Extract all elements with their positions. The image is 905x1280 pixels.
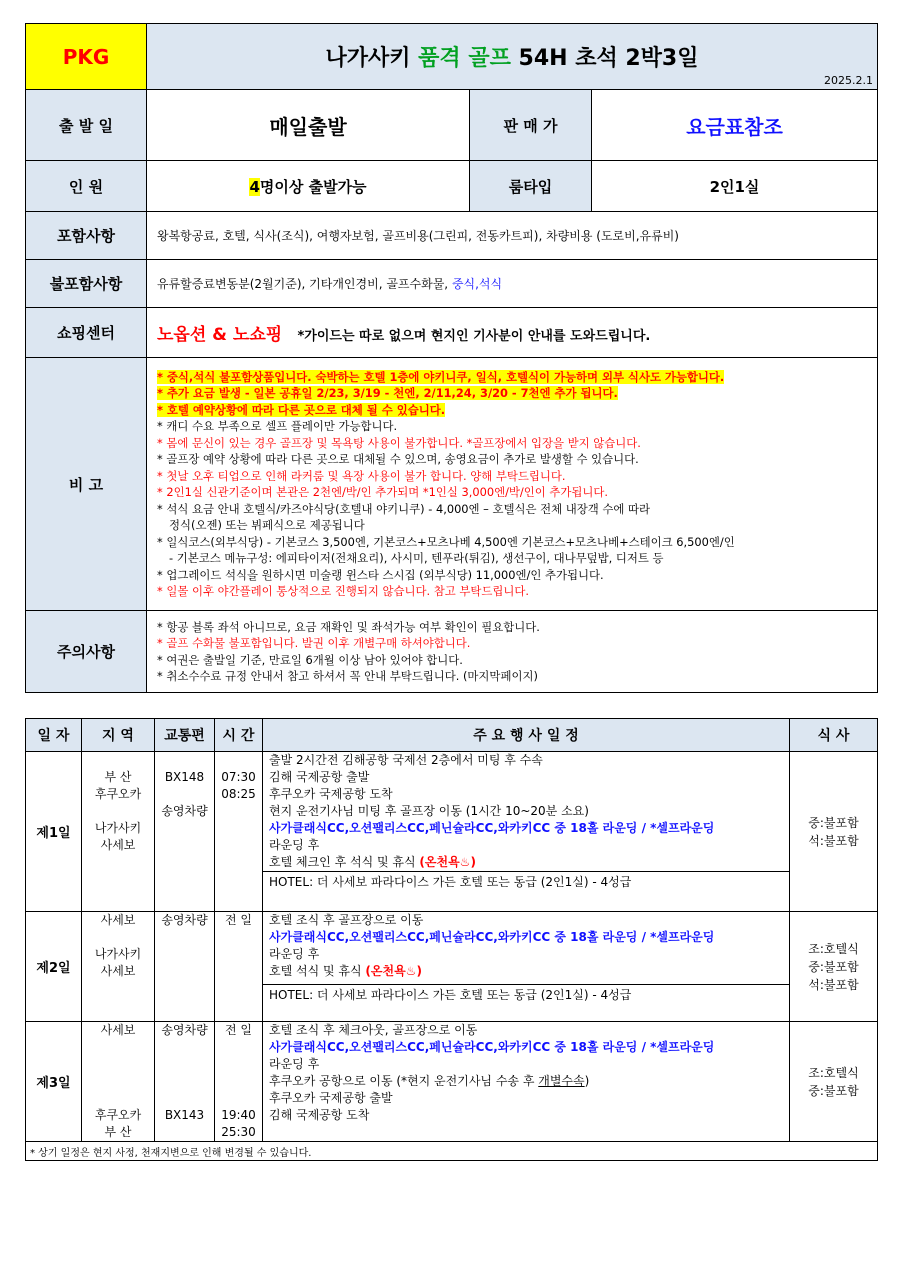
time: 19:40 — [221, 1108, 256, 1122]
remark-line: * 캐디 수요 부족으로 셀프 플레이만 가능합니다. — [157, 419, 398, 433]
people-label: 인 원 — [26, 161, 147, 212]
day-2-transport: 송영차량 — [155, 912, 215, 1022]
remarks-label: 비 고 — [26, 358, 147, 611]
remark-line: 정식(오젠) 또는 뷔페식으로 제공됩니다 — [169, 518, 365, 532]
include-value: 왕복항공료, 호텔, 식사(조식), 여행자보험, 골프비용(그린피, 전동카트피), 차량비용 (도로비,유류비) — [147, 212, 878, 260]
time: 25:30 — [221, 1125, 256, 1139]
meal: 조:호텔식 — [808, 1065, 859, 1080]
exclude-label: 불포함사항 — [26, 260, 147, 308]
departure-label: 출 발 일 — [26, 90, 147, 161]
price-value: 요금표참조 — [592, 90, 878, 161]
day-3-times — [215, 1022, 263, 1142]
program-line: 출발 2시간전 김해공항 국제선 2층에서 미팅 후 수속 — [269, 753, 543, 767]
people-value — [147, 161, 470, 212]
header-day: 일 자 — [26, 719, 82, 752]
title-city: 나가사키 — [325, 46, 411, 71]
meal: 석:불포함 — [808, 977, 859, 992]
day-3-program — [263, 1022, 790, 1142]
program-line: 호텔 조식 후 체크아웃, 골프장으로 이동 — [269, 1023, 478, 1037]
footnote: * 상기 일정은 현지 사정, 천재지변으로 인해 변경될 수 있습니다. — [26, 1142, 878, 1161]
remark-line: * 석식 요금 안내 호텔식/카즈야식당(호텔내 야키니쿠) - 4,000엔 – 호텔식은 전체 내장객 수에 따라 — [157, 501, 651, 516]
program-line: 현지 운전기사님 미팅 후 골프장 이동 (1시간 10~20분 소요) — [269, 804, 589, 818]
program-line: 김해 국제공항 출발 — [269, 770, 370, 784]
day-2-time: 전 일 — [215, 912, 263, 1022]
shop-value — [147, 308, 878, 358]
day-1-times — [215, 752, 263, 912]
meal: 석:불포함 — [808, 833, 859, 848]
remark-line: * 호텔 예약상황에 따라 다른 곳으로 대체 될 수 있습니다. — [157, 402, 446, 417]
program-line: 호텔 조식 후 골프장으로 이동 — [269, 913, 424, 927]
exclude-value — [147, 260, 878, 308]
day-1-regions — [82, 752, 155, 912]
region: 사세보 — [100, 1023, 136, 1037]
region: 후쿠오카 — [94, 787, 142, 801]
remark-line: * 첫날 오후 티업으로 인해 라커룸 및 욕장 사용이 불가 합니다. 양해 부탁드립니다. — [157, 468, 566, 483]
day-3-label: 제3일 — [26, 1022, 82, 1142]
flight: BX143 — [164, 1108, 205, 1122]
region: 사세보 — [100, 964, 136, 978]
day-1-meals — [790, 752, 878, 912]
region: 부 산 — [104, 770, 132, 784]
day-2-label: 제2일 — [26, 912, 82, 1022]
program-line: 김해 국제공항 도착 — [269, 1108, 370, 1122]
program-line: 사가클래식CC,오션팰리스CC,페닌슐라CC,와카키CC 중 18홀 라운딩 / *셀프라운딩 — [269, 930, 715, 944]
region: 사세보 — [100, 913, 136, 927]
caution-line: * 취소수수료 규정 안내서 참고 하셔서 꼭 안내 부탁드립니다. (마지막페이지) — [157, 669, 538, 683]
remark-line: * 추가 요금 발생 - 일본 공휴일 2/23, 3/19 - 천엔, 2/11,24, 3/20 - 7천엔 추가 됩니다. — [157, 386, 618, 400]
time: 07:30 — [221, 770, 256, 784]
remark-line: * 몸에 문신이 있는 경우 골프장 및 목욕탕 사용이 불가합니다. *골프장에서 입장을 받지 않습니다. — [157, 435, 641, 450]
flight: BX148 — [164, 770, 205, 784]
header-transport: 교통편 — [155, 719, 215, 752]
time: 전 일 — [225, 1023, 252, 1037]
day-1-label: 제1일 — [26, 752, 82, 912]
page-title — [147, 24, 878, 90]
meal: 중:불포함 — [808, 815, 859, 830]
program-line: 라운딩 후 — [269, 1057, 320, 1071]
remark-line: - 기본코스 메뉴구성: 에피타이저(전채요리), 사시미, 텐푸라(튀김), 생선구이, 대나무덮밥, 디저트 등 — [169, 551, 664, 565]
meal: 조:호텔식 — [808, 941, 859, 956]
price-label: 판 매 가 — [470, 90, 592, 161]
program-line: 라운딩 후 — [269, 838, 320, 852]
itinerary-table — [25, 718, 878, 1161]
remark-line: * 일식코스(외부식당) - 기본코스 3,500엔, 기본코스+모츠나베 4,500엔 기본코스+모츠나베+스테이크 6,500엔/인 — [157, 534, 735, 549]
shop-label: 쇼핑센터 — [26, 308, 147, 358]
departure-value: 매일출발 — [147, 90, 470, 161]
people-count: 4 — [249, 177, 260, 196]
day-1-transport — [155, 752, 215, 912]
region: 부 산 — [104, 1125, 132, 1139]
region: 후쿠오카 — [94, 1108, 142, 1122]
caution-line: * 골프 수화물 불포함입니다. 발권 이후 개별구매 하셔야합니다. — [157, 636, 471, 650]
meal: 중:불포함 — [808, 1083, 859, 1098]
room-value: 2인1실 — [592, 161, 878, 212]
day-1-program — [263, 752, 790, 912]
exclude-meals: 중식,석식 — [451, 277, 503, 291]
remark-line: * 일몰 이후 야간플레이 통상적으로 진행되지 않습니다. 참고 부탁드립니다. — [157, 584, 530, 598]
header-program: 주 요 행 사 일 정 — [263, 719, 790, 752]
program-line: 호텔 체크인 후 석식 및 휴식 (온천욕♨) — [269, 855, 476, 869]
day-2-program — [263, 912, 790, 1022]
issue-date: 2025.2.1 — [824, 74, 873, 87]
remark-line: * 2인1실 신관기준이며 본관은 2천엔/박/인 추가되며 *1인실 3,000엔/박/인이 추가됩니다. — [157, 485, 609, 499]
header-meal: 식 사 — [790, 719, 878, 752]
caution-line: * 항공 블록 좌석 아니므로, 요금 재확인 및 좌석가능 여부 확인이 필요합니다. — [157, 619, 540, 634]
cautions-label: 주의사항 — [26, 611, 147, 693]
remark-line: * 골프장 예약 상황에 따라 다른 곳으로 대체될 수 있으며, 송영요금이 추가로 발생할 수 있습니다. — [157, 452, 639, 466]
header-time: 시 간 — [215, 719, 263, 752]
include-label: 포함사항 — [26, 212, 147, 260]
shop-policy: 노옵션 & 노쇼핑 — [157, 325, 283, 345]
remark-line: * 중식,석식 불포함상품입니다. 숙박하는 호텔 1층에 야키니쿠, 일식, 호텔식이 가능하며 외부 식사도 가능합니다. — [157, 369, 725, 384]
program-line: 사가클래식CC,오션팰리스CC,페닌슐라CC,와카키CC 중 18홀 라운딩 / *셀프라운딩 — [269, 1040, 715, 1054]
pkg-badge: PKG — [26, 24, 147, 90]
people-text: 명이상 출발가능 — [259, 177, 367, 196]
day-1-hotel: HOTEL: 더 사세보 파라다이스 가든 호텔 또는 동급 (2인1실) - 4성급 — [263, 871, 789, 892]
onsen-note: (온천욕♨) — [365, 964, 422, 978]
region: 사세보 — [100, 838, 136, 852]
title-rest: 54H 초석 2박3일 — [518, 46, 699, 71]
cautions-list — [147, 611, 878, 693]
remark-line: * 업그레이드 석식을 원하시면 미술랭 윈스타 스시집 (외부식당) 11,000엔/인 추가됩니다. — [157, 567, 604, 582]
day-2-meals — [790, 912, 878, 1022]
title-highlight: 품격 골프 — [418, 46, 511, 71]
vehicle: 송영차량 — [161, 1023, 208, 1037]
header-region: 지 역 — [82, 719, 155, 752]
program-line: 후쿠오카 공항으로 이동 (*현지 운전기사님 수송 후 개별수속) — [269, 1074, 590, 1088]
program-line: 호텔 석식 및 휴식 (온천욕♨) — [269, 964, 422, 978]
meal: 중:불포함 — [808, 959, 859, 974]
day-2-hotel: HOTEL: 더 사세보 파라다이스 가든 호텔 또는 동급 (2인1실) - 4성급 — [263, 984, 789, 1005]
day-3-meals — [790, 1022, 878, 1142]
program-line: 후쿠오카 국제공항 출발 — [269, 1091, 393, 1105]
vehicle: 송영차량 — [161, 804, 208, 818]
caution-line: * 여권은 출발일 기준, 만료일 6개월 이상 남아 있어야 합니다. — [157, 652, 463, 667]
program-line: 라운딩 후 — [269, 947, 320, 961]
onsen-note: (온천욕♨) — [419, 855, 476, 869]
individual-checkin: 개별수속 — [538, 1074, 585, 1088]
program-line: 사가클래식CC,오션팰리스CC,페닌슐라CC,와카키CC 중 18홀 라운딩 / *셀프라운딩 — [269, 821, 715, 835]
remarks-list — [147, 358, 878, 611]
day-3-regions — [82, 1022, 155, 1142]
exclude-text: 유류할증료변동분(2월기준), 기타개인경비, 골프수화물, — [157, 277, 449, 291]
info-table — [25, 23, 878, 693]
program-line: 후쿠오카 국제공항 도착 — [269, 787, 393, 801]
region: 나가사키 — [94, 947, 142, 961]
time: 08:25 — [221, 787, 256, 801]
region: 나가사키 — [94, 821, 142, 835]
day-2-regions — [82, 912, 155, 1022]
room-label: 룸타입 — [470, 161, 592, 212]
shop-note: *가이드는 따로 없으며 현지인 기사분이 안내를 도와드립니다. — [297, 329, 651, 344]
day-3-transport — [155, 1022, 215, 1142]
